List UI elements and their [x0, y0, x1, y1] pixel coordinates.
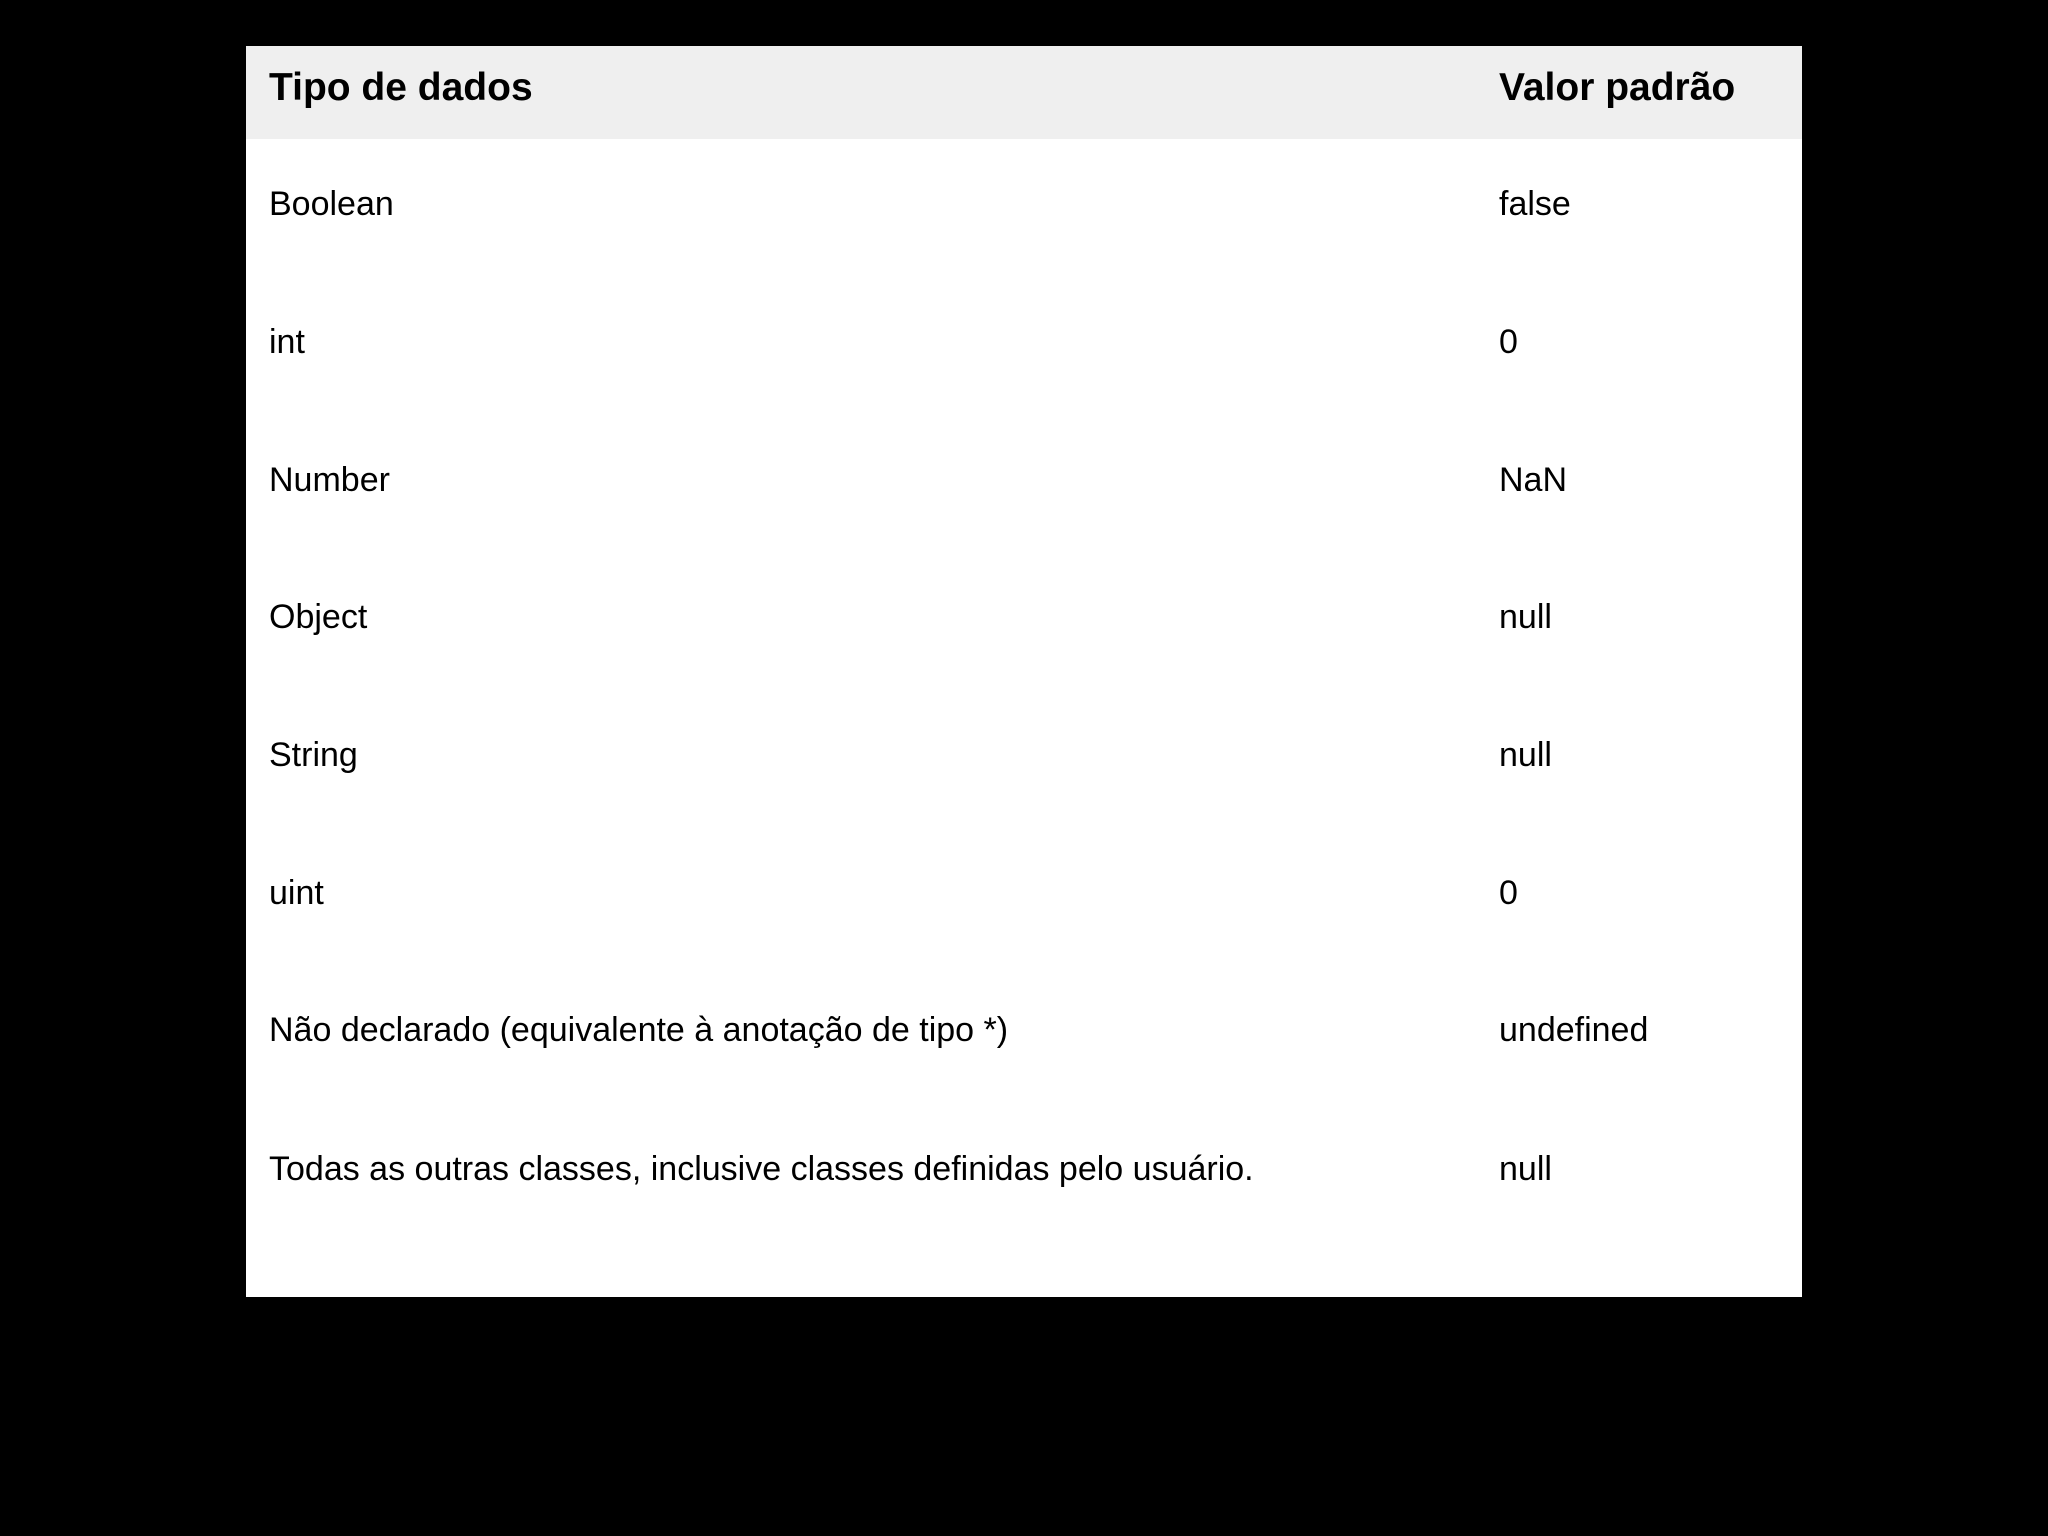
- table-row: [246, 588, 1802, 726]
- cell-default-value: null: [1499, 598, 1552, 636]
- cell-default-value: 0: [1499, 323, 1518, 361]
- column-header-type: Tipo de dados: [269, 66, 533, 109]
- cell-default-value: false: [1499, 185, 1571, 223]
- cell-type: Object: [269, 598, 368, 636]
- cell-type: Number: [269, 461, 390, 499]
- table-header-row: [246, 46, 1802, 139]
- cell-type: Não declarado (equivalente à anotação de tipo *): [269, 1011, 1009, 1049]
- cell-type: Boolean: [269, 185, 394, 223]
- table-row: [246, 726, 1802, 864]
- cell-default-value: 0: [1499, 874, 1518, 912]
- table-row: [246, 313, 1802, 451]
- cell-type: int: [269, 323, 305, 361]
- table-row: [246, 1140, 1802, 1278]
- table-row: [246, 175, 1802, 313]
- table-row: [246, 1001, 1802, 1139]
- data-types-table: [246, 46, 1802, 1297]
- column-header-default-value: Valor padrão: [1499, 66, 1736, 109]
- table-row: [246, 864, 1802, 1002]
- cell-default-value: NaN: [1499, 461, 1568, 499]
- cell-type: Todas as outras classes, inclusive classes definidas pelo usuário.: [269, 1150, 1254, 1188]
- cell-default-value: null: [1499, 736, 1552, 774]
- table-row: [246, 451, 1802, 589]
- cell-type: String: [269, 736, 358, 774]
- cell-type: uint: [269, 874, 324, 912]
- cell-default-value: null: [1499, 1150, 1552, 1188]
- cell-default-value: undefined: [1499, 1011, 1649, 1049]
